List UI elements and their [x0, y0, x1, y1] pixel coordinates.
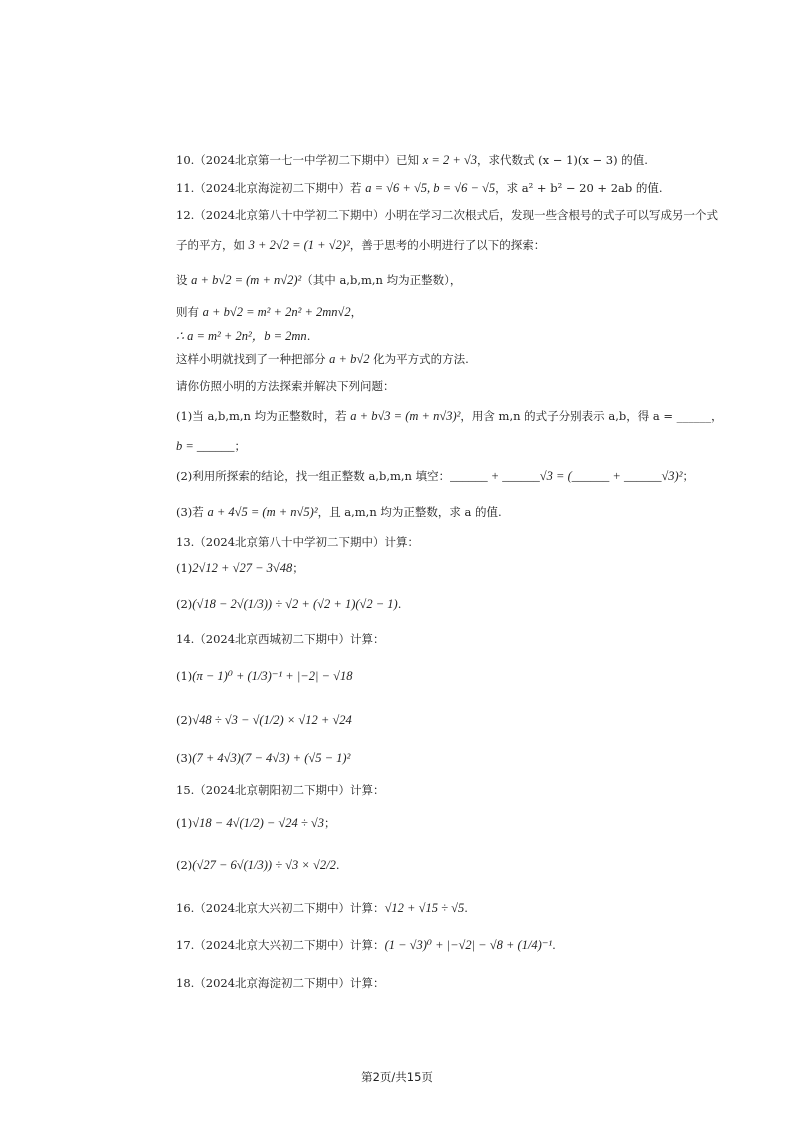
problem-16 [176, 900, 468, 916]
math-expression: a = √6 + √5, b = √6 − √5 [365, 181, 496, 195]
problem-12-method [176, 351, 469, 367]
math-expression: 3 + 2√2 = (1 + √2)² [248, 238, 350, 252]
line-text: ，用含 m,n 的式子分别表示 a,b，得 a = ______， [460, 409, 723, 423]
line-text: (3)若 [176, 505, 208, 519]
line-text: ， [350, 305, 363, 319]
line-text: 设 [176, 273, 192, 287]
math-expression: √48 ÷ √3 − √(1/2) × √12 + √24 [192, 713, 352, 727]
line-text: ； [292, 561, 304, 575]
line-text: (2) [176, 597, 193, 611]
line-text: . [552, 938, 556, 952]
problem-15-part-2 [176, 857, 339, 873]
line-text: (1) [176, 561, 193, 575]
math-expression: ______ + ______√3 = (______ + ______√3)² [450, 469, 683, 483]
problem-12-assume [176, 272, 461, 288]
line-text: 18.（2024北京海淀初二下期中）计算： [176, 976, 385, 990]
math-expression: (7 + 4√3)(7 − 4√3) + (√5 − 1)² [192, 751, 351, 765]
line-text: . [464, 901, 468, 915]
line-text: ，求 a² + b² − 20 + 2ab 的值. [495, 181, 663, 195]
line-text: (3) [176, 751, 193, 765]
math-expression: √12 + √15 ÷ √5 [384, 901, 465, 915]
problem-12-stem [176, 207, 718, 223]
line-text: ，求代数式 (x − 1)(x − 3) 的值. [477, 153, 648, 167]
line-text: 12.（2024北京第八十中学初二下期中）小明在学习二次根式后，发现一些含根号的式子可以写成另一个式 [176, 208, 719, 222]
problem-10 [176, 152, 648, 168]
problem-14-part-1 [176, 668, 352, 684]
page-number: 第2页/共15页 [361, 1070, 433, 1084]
line-text: (1) [176, 816, 193, 830]
line-text: 17.（2024北京大兴初二下期中）计算： [176, 938, 385, 952]
math-expression: x = 2 + √3 [422, 153, 477, 167]
line-text: 15.（2024北京朝阳初二下期中）计算： [176, 783, 385, 797]
problem-17 [176, 937, 556, 953]
math-expression: (√27 − 6√(1/3)) ÷ √3 × √2/2 [192, 858, 336, 872]
problem-15-part-1 [176, 815, 336, 831]
math-expression: b = ______ [176, 439, 235, 453]
math-expression: ∴ a = m² + 2n²，b = 2mn [176, 329, 307, 343]
problem-11 [176, 180, 663, 196]
line-text: 16.（2024北京大兴初二下期中）计算： [176, 901, 385, 915]
problem-12-expand [176, 304, 362, 320]
line-text: (1)当 a,b,m,n 均为正整数时，若 [176, 409, 351, 423]
line-text: 请你仿照小明的方法探索并解决下列问题： [176, 379, 395, 393]
problem-14-part-3 [176, 750, 350, 766]
line-text: 14.（2024北京西城初二下期中）计算： [176, 632, 385, 646]
problem-14-part-2 [176, 712, 352, 728]
line-text: ； [234, 439, 246, 453]
line-text: . [306, 329, 311, 343]
problem-12-part-1-b [176, 438, 246, 454]
line-text: ； [682, 469, 694, 483]
math-expression: √18 − 4√(1/2) − √24 ÷ √3 [192, 816, 325, 830]
problem-12-instruction [176, 378, 395, 394]
line-text: (1) [176, 669, 193, 683]
line-text: （其中 a,b,m,n 均为正整数）， [301, 273, 462, 287]
line-text: ，且 a,m,n 均为正整数，求 a 的值. [317, 505, 502, 519]
line-text: (2) [176, 713, 193, 727]
line-text: 13.（2024北京第八十中学初二下期中）计算： [176, 535, 420, 549]
line-text: 则有 [176, 305, 203, 319]
line-text: . [335, 858, 340, 872]
problem-12-part-3 [176, 504, 502, 520]
math-expression: 2√12 + √27 − 3√48 [192, 561, 293, 575]
line-text: 化为平方式的方法. [369, 352, 469, 366]
problem-12-example [176, 237, 545, 253]
line-text: ； [324, 816, 336, 830]
math-expression: a + b√3 = (m + n√3)² [350, 409, 461, 423]
line-text: 10.（2024北京第一七一中学初二下期中）已知 [176, 153, 423, 167]
line-text: (2)利用所探索的结论，找一组正整数 a,b,m,n 填空： [176, 469, 451, 483]
problem-12-part-2 [176, 468, 694, 484]
problem-14 [176, 631, 385, 647]
math-expression: a + b√2 = m² + 2n² + 2mn√2 [202, 305, 351, 319]
problem-15 [176, 782, 385, 798]
math-expression: (1 − √3)⁰ + |−√2| − √8 + (1/4)⁻¹ [384, 938, 553, 952]
math-expression: a + b√2 = (m + n√2)² [191, 273, 302, 287]
problem-13-part-1 [176, 560, 304, 576]
problem-12-part-1 [176, 408, 723, 424]
line-text: ，善于思考的小明进行了以下的探索： [349, 238, 546, 252]
math-expression: (√18 − 2√(1/3)) ÷ √2 + (√2 + 1)(√2 − 1) [192, 597, 398, 611]
line-text: 子的平方，如 [176, 238, 249, 252]
problem-13 [176, 534, 419, 550]
problem-12-therefore [176, 328, 310, 344]
line-text: . [397, 597, 402, 611]
math-expression: (π − 1)⁰ + (1/3)⁻¹ + |−2| − √18 [192, 669, 353, 683]
problem-18 [176, 975, 385, 991]
math-expression: a + 4√5 = (m + n√5)² [207, 505, 318, 519]
math-expression: a + b√2 [329, 352, 370, 366]
line-text: 这样小明就找到了一种把部分 [176, 352, 330, 366]
line-text: (2) [176, 858, 193, 872]
problem-13-part-2 [176, 596, 401, 612]
line-text: 11.（2024北京海淀初二下期中）若 [176, 181, 366, 195]
